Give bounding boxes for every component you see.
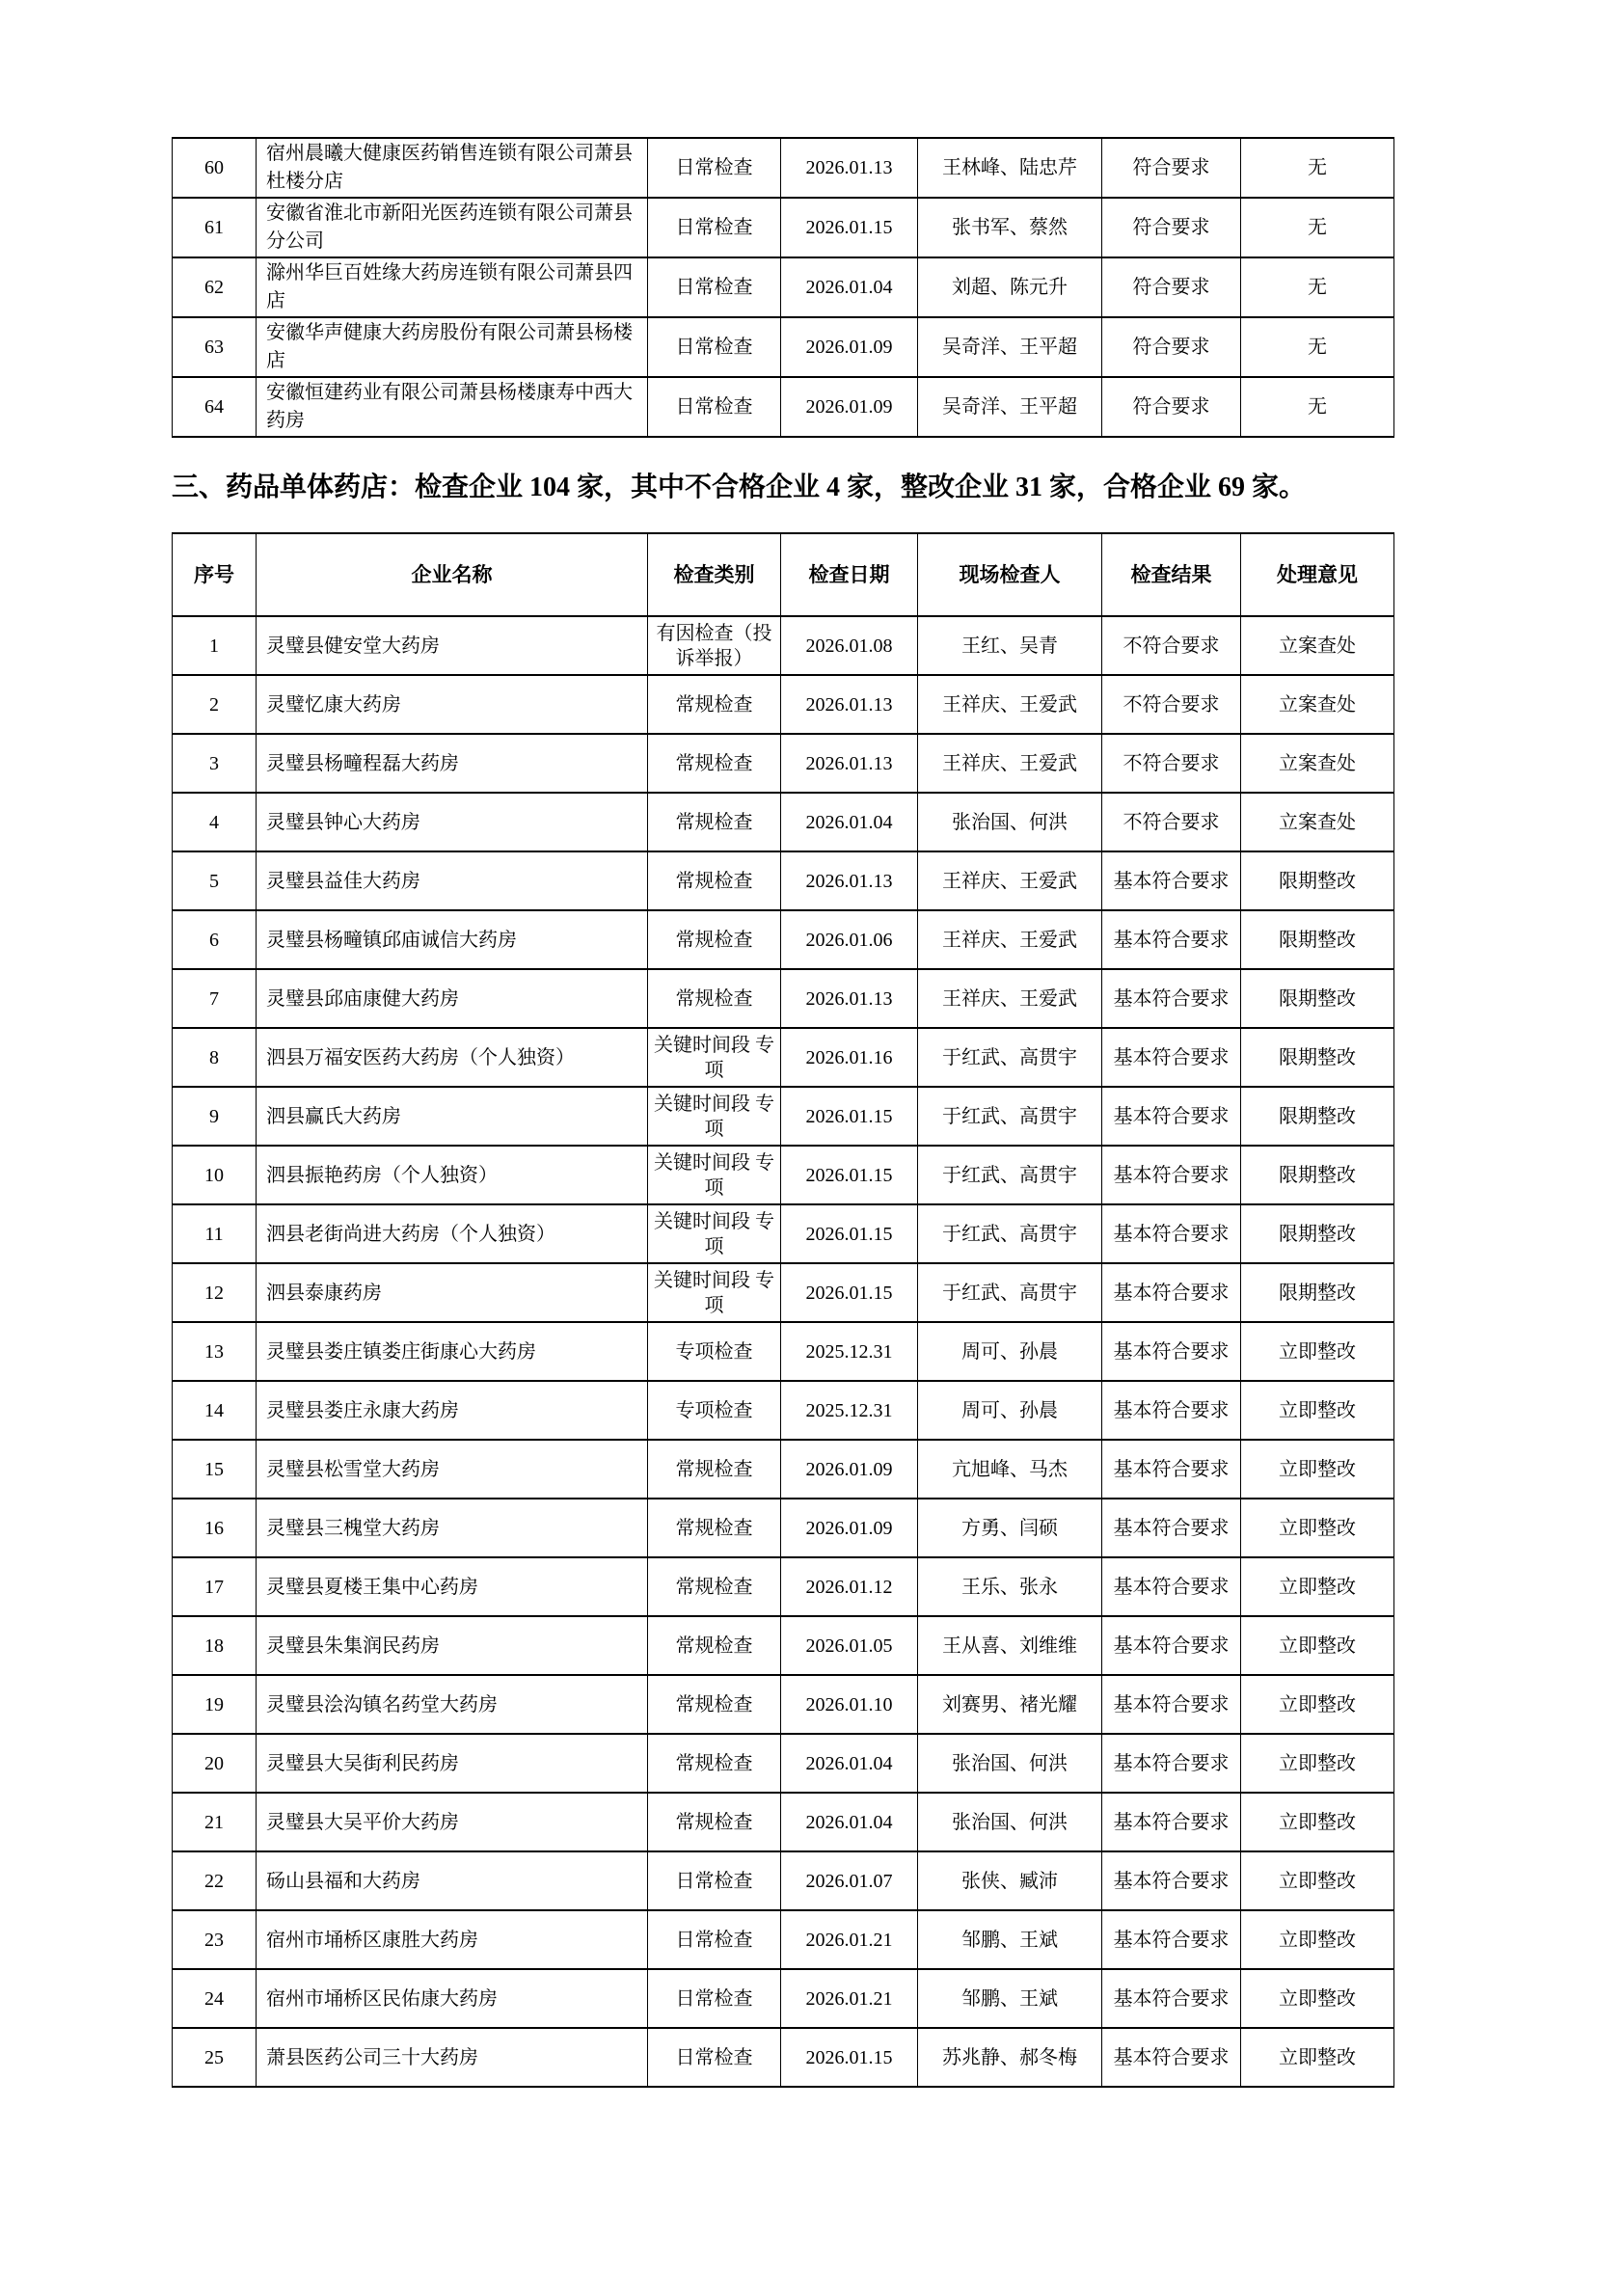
cell-inspectors: 于红武、高贯宇 [918, 1263, 1102, 1322]
cell-inspectors: 于红武、高贯宇 [918, 1146, 1102, 1204]
cell-action: 限期整改 [1241, 1146, 1394, 1204]
cell-type: 常规检查 [648, 851, 781, 910]
cell-inspectors: 邹鹏、王斌 [918, 1969, 1102, 2028]
cell-date: 2026.01.13 [781, 675, 918, 734]
cell-action: 无 [1241, 257, 1394, 317]
cell-no: 14 [173, 1381, 257, 1440]
chain-store-inspection-table-continued [172, 137, 1394, 438]
cell-no: 23 [173, 1910, 257, 1969]
cell-result: 不符合要求 [1102, 616, 1241, 675]
table-row [173, 1204, 1394, 1263]
col-header-inspectors: 现场检查人 [918, 533, 1102, 616]
table-row [173, 1322, 1394, 1381]
cell-action: 无 [1241, 317, 1394, 377]
cell-no: 17 [173, 1557, 257, 1616]
cell-result: 基本符合要求 [1102, 1969, 1241, 2028]
table-row [173, 138, 1394, 198]
cell-action: 限期整改 [1241, 1028, 1394, 1087]
cell-type: 日常检查 [648, 377, 781, 437]
cell-action: 限期整改 [1241, 910, 1394, 969]
cell-action: 立即整改 [1241, 1616, 1394, 1675]
cell-no: 9 [173, 1087, 257, 1146]
cell-no: 25 [173, 2028, 257, 2087]
table-row [173, 1263, 1394, 1322]
cell-type: 常规检查 [648, 1793, 781, 1851]
cell-inspectors: 于红武、高贯宇 [918, 1028, 1102, 1087]
cell-inspectors: 周可、孙晨 [918, 1381, 1102, 1440]
col-header-action: 处理意见 [1241, 533, 1394, 616]
cell-date: 2026.01.06 [781, 910, 918, 969]
cell-action: 无 [1241, 198, 1394, 257]
cell-result: 不符合要求 [1102, 793, 1241, 851]
cell-date: 2026.01.10 [781, 1675, 918, 1734]
cell-action: 立即整改 [1241, 1910, 1394, 1969]
cell-date: 2026.01.04 [781, 1734, 918, 1793]
cell-inspectors: 王林峰、陆忠芹 [918, 138, 1102, 198]
cell-type: 关键时间段 专项 [648, 1263, 781, 1322]
cell-result: 基本符合要求 [1102, 1851, 1241, 1910]
cell-date: 2025.12.31 [781, 1381, 918, 1440]
cell-inspectors: 刘赛男、褚光耀 [918, 1675, 1102, 1734]
table-row [173, 317, 1394, 377]
cell-date: 2026.01.13 [781, 734, 918, 793]
cell-no: 20 [173, 1734, 257, 1793]
cell-date: 2026.01.07 [781, 1851, 918, 1910]
col-header-seq: 序号 [173, 533, 257, 616]
cell-result: 基本符合要求 [1102, 1557, 1241, 1616]
cell-action: 立即整改 [1241, 1851, 1394, 1910]
cell-action: 限期整改 [1241, 969, 1394, 1028]
cell-inspectors: 张书军、蔡然 [918, 198, 1102, 257]
cell-inspectors: 吴奇洋、王平超 [918, 317, 1102, 377]
cell-type: 日常检查 [648, 317, 781, 377]
cell-type: 常规检查 [648, 1675, 781, 1734]
col-header-result: 检查结果 [1102, 533, 1241, 616]
cell-date: 2026.01.15 [781, 1087, 918, 1146]
cell-action: 限期整改 [1241, 1263, 1394, 1322]
table-row [173, 910, 1394, 969]
cell-type: 关键时间段 专项 [648, 1087, 781, 1146]
cell-name: 滁州华巨百姓缘大药房连锁有限公司萧县四店 [257, 257, 648, 317]
cell-inspectors: 于红武、高贯宇 [918, 1204, 1102, 1263]
cell-action: 立即整改 [1241, 1675, 1394, 1734]
cell-no: 1 [173, 616, 257, 675]
cell-result: 基本符合要求 [1102, 1087, 1241, 1146]
table-row [173, 1557, 1394, 1616]
cell-name: 灵璧县娄庄永康大药房 [257, 1381, 648, 1440]
cell-type: 常规检查 [648, 910, 781, 969]
cell-name: 萧县医药公司三十大药房 [257, 2028, 648, 2087]
cell-name: 灵璧县邱庙康健大药房 [257, 969, 648, 1028]
cell-no: 15 [173, 1440, 257, 1499]
cell-result: 基本符合要求 [1102, 1616, 1241, 1675]
cell-type: 日常检查 [648, 198, 781, 257]
cell-result: 基本符合要求 [1102, 1028, 1241, 1087]
cell-type: 常规检查 [648, 734, 781, 793]
cell-inspectors: 吴奇洋、王平超 [918, 377, 1102, 437]
cell-type: 常规检查 [648, 1499, 781, 1557]
table-row [173, 1087, 1394, 1146]
cell-action: 立即整改 [1241, 1440, 1394, 1499]
cell-name: 宿州晨曦大健康医药销售连锁有限公司萧县杜楼分店 [257, 138, 648, 198]
cell-type: 常规检查 [648, 675, 781, 734]
cell-action: 立案查处 [1241, 734, 1394, 793]
cell-action: 立案查处 [1241, 793, 1394, 851]
cell-date: 2026.01.08 [781, 616, 918, 675]
cell-type: 日常检查 [648, 257, 781, 317]
table-row [173, 2028, 1394, 2087]
cell-inspectors: 王祥庆、王爱武 [918, 969, 1102, 1028]
cell-result: 基本符合要求 [1102, 969, 1241, 1028]
cell-date: 2026.01.16 [781, 1028, 918, 1087]
cell-date: 2026.01.15 [781, 198, 918, 257]
section-heading: 三、药品单体药店：检查企业 104 家，其中不合格企业 4 家，整改企业 31 家，合格企业 69 家。 [172, 473, 1307, 502]
cell-date: 2026.01.15 [781, 1204, 918, 1263]
cell-no: 19 [173, 1675, 257, 1734]
cell-date: 2026.01.13 [781, 138, 918, 198]
cell-action: 无 [1241, 377, 1394, 437]
cell-date: 2026.01.21 [781, 1910, 918, 1969]
cell-no: 24 [173, 1969, 257, 2028]
cell-inspectors: 张侠、臧沛 [918, 1851, 1102, 1910]
header-row [173, 533, 1394, 616]
table-row [173, 969, 1394, 1028]
cell-type: 关键时间段 专项 [648, 1204, 781, 1263]
table-row [173, 257, 1394, 317]
cell-result: 基本符合要求 [1102, 1499, 1241, 1557]
cell-action: 立即整改 [1241, 1734, 1394, 1793]
single-pharmacy-table-body [173, 616, 1394, 2087]
cell-type: 常规检查 [648, 1440, 781, 1499]
cell-action: 立即整改 [1241, 1381, 1394, 1440]
cell-result: 基本符合要求 [1102, 1734, 1241, 1793]
cell-type: 日常检查 [648, 1969, 781, 2028]
cell-name: 宿州市埇桥区民佑康大药房 [257, 1969, 648, 2028]
cell-action: 限期整改 [1241, 1204, 1394, 1263]
cell-inspectors: 王红、吴青 [918, 616, 1102, 675]
cell-result: 基本符合要求 [1102, 1381, 1241, 1440]
cell-no: 7 [173, 969, 257, 1028]
cell-type: 专项检查 [648, 1381, 781, 1440]
cell-no: 5 [173, 851, 257, 910]
cell-result: 基本符合要求 [1102, 1440, 1241, 1499]
cell-no: 6 [173, 910, 257, 969]
cell-type: 专项检查 [648, 1322, 781, 1381]
cell-result: 符合要求 [1102, 317, 1241, 377]
cell-inspectors: 王从喜、刘维维 [918, 1616, 1102, 1675]
cell-inspectors: 王祥庆、王爱武 [918, 910, 1102, 969]
cell-inspectors: 张治国、何洪 [918, 1793, 1102, 1851]
cell-no: 63 [173, 317, 257, 377]
cell-no: 8 [173, 1028, 257, 1087]
cell-date: 2025.12.31 [781, 1322, 918, 1381]
cell-no: 64 [173, 377, 257, 437]
table-row [173, 675, 1394, 734]
table-row [173, 1616, 1394, 1675]
cell-inspectors: 王祥庆、王爱武 [918, 675, 1102, 734]
cell-no: 61 [173, 198, 257, 257]
chain-store-table-body [173, 138, 1394, 437]
cell-action: 立即整改 [1241, 1969, 1394, 2028]
cell-action: 限期整改 [1241, 851, 1394, 910]
cell-name: 灵璧县娄庄镇娄庄街康心大药房 [257, 1322, 648, 1381]
cell-date: 2026.01.15 [781, 1263, 918, 1322]
cell-action: 立即整改 [1241, 2028, 1394, 2087]
cell-name: 宿州市埇桥区康胜大药房 [257, 1910, 648, 1969]
cell-inspectors: 王祥庆、王爱武 [918, 734, 1102, 793]
cell-result: 不符合要求 [1102, 734, 1241, 793]
cell-no: 18 [173, 1616, 257, 1675]
cell-name: 灵璧县朱集润民药房 [257, 1616, 648, 1675]
cell-no: 60 [173, 138, 257, 198]
col-header-type: 检查类别 [648, 533, 781, 616]
cell-result: 不符合要求 [1102, 675, 1241, 734]
table-row [173, 1851, 1394, 1910]
cell-result: 基本符合要求 [1102, 1910, 1241, 1969]
cell-result: 基本符合要求 [1102, 1204, 1241, 1263]
cell-inspectors: 方勇、闫硕 [918, 1499, 1102, 1557]
cell-inspectors: 张治国、何洪 [918, 793, 1102, 851]
cell-result: 符合要求 [1102, 257, 1241, 317]
cell-name: 泗县泰康药房 [257, 1263, 648, 1322]
cell-result: 基本符合要求 [1102, 1146, 1241, 1204]
table-row [173, 1381, 1394, 1440]
cell-no: 22 [173, 1851, 257, 1910]
cell-date: 2026.01.09 [781, 1440, 918, 1499]
cell-no: 3 [173, 734, 257, 793]
cell-name: 砀山县福和大药房 [257, 1851, 648, 1910]
cell-name: 安徽恒建药业有限公司萧县杨楼康寿中西大药房 [257, 377, 648, 437]
cell-name: 灵璧县益佳大药房 [257, 851, 648, 910]
cell-inspectors: 周可、孙晨 [918, 1322, 1102, 1381]
cell-inspectors: 刘超、陈元升 [918, 257, 1102, 317]
cell-name: 灵璧县松雪堂大药房 [257, 1440, 648, 1499]
table-row [173, 1734, 1394, 1793]
cell-action: 限期整改 [1241, 1087, 1394, 1146]
table-row [173, 1675, 1394, 1734]
cell-date: 2026.01.21 [781, 1969, 918, 2028]
cell-action: 立即整改 [1241, 1793, 1394, 1851]
cell-type: 常规检查 [648, 1616, 781, 1675]
cell-type: 日常检查 [648, 2028, 781, 2087]
cell-name: 灵璧忆康大药房 [257, 675, 648, 734]
cell-date: 2026.01.13 [781, 851, 918, 910]
cell-date: 2026.01.12 [781, 1557, 918, 1616]
cell-no: 10 [173, 1146, 257, 1204]
table-row [173, 1499, 1394, 1557]
cell-name: 泗县赢氏大药房 [257, 1087, 648, 1146]
cell-no: 62 [173, 257, 257, 317]
cell-result: 基本符合要求 [1102, 2028, 1241, 2087]
table-row [173, 1440, 1394, 1499]
cell-date: 2026.01.09 [781, 317, 918, 377]
cell-date: 2026.01.04 [781, 793, 918, 851]
table-row [173, 616, 1394, 675]
cell-no: 13 [173, 1322, 257, 1381]
table-row [173, 1910, 1394, 1969]
cell-result: 基本符合要求 [1102, 1675, 1241, 1734]
table-row [173, 734, 1394, 793]
table-row [173, 851, 1394, 910]
col-header-name: 企业名称 [257, 533, 648, 616]
cell-name: 灵璧县杨疃程磊大药房 [257, 734, 648, 793]
table-row [173, 377, 1394, 437]
cell-type: 常规检查 [648, 1734, 781, 1793]
cell-name: 泗县万福安医药大药房（个人独资） [257, 1028, 648, 1087]
cell-no: 4 [173, 793, 257, 851]
cell-action: 立案查处 [1241, 616, 1394, 675]
table-row [173, 1969, 1394, 2028]
cell-inspectors: 亢旭峰、马杰 [918, 1440, 1102, 1499]
cell-date: 2026.01.13 [781, 969, 918, 1028]
cell-action: 无 [1241, 138, 1394, 198]
cell-result: 符合要求 [1102, 377, 1241, 437]
cell-date: 2026.01.15 [781, 1146, 918, 1204]
table-row [173, 1028, 1394, 1087]
cell-type: 常规检查 [648, 969, 781, 1028]
cell-result: 基本符合要求 [1102, 1322, 1241, 1381]
cell-type: 关键时间段 专项 [648, 1028, 781, 1087]
cell-no: 21 [173, 1793, 257, 1851]
cell-name: 灵璧县杨疃镇邱庙诚信大药房 [257, 910, 648, 969]
cell-type: 日常检查 [648, 138, 781, 198]
table-row [173, 1146, 1394, 1204]
cell-inspectors: 张治国、何洪 [918, 1734, 1102, 1793]
cell-name: 灵璧县大吴平价大药房 [257, 1793, 648, 1851]
cell-type: 关键时间段 专项 [648, 1146, 781, 1204]
single-pharmacy-inspection-table [172, 532, 1394, 2088]
cell-result: 符合要求 [1102, 198, 1241, 257]
cell-date: 2026.01.04 [781, 257, 918, 317]
cell-inspectors: 邹鹏、王斌 [918, 1910, 1102, 1969]
cell-action: 立即整改 [1241, 1499, 1394, 1557]
cell-action: 立案查处 [1241, 675, 1394, 734]
cell-date: 2026.01.09 [781, 377, 918, 437]
cell-type: 常规检查 [648, 793, 781, 851]
cell-inspectors: 王乐、张永 [918, 1557, 1102, 1616]
cell-no: 16 [173, 1499, 257, 1557]
table-row [173, 793, 1394, 851]
cell-result: 基本符合要求 [1102, 1793, 1241, 1851]
cell-name: 安徽省淮北市新阳光医药连锁有限公司萧县分公司 [257, 198, 648, 257]
cell-inspectors: 于红武、高贯宇 [918, 1087, 1102, 1146]
cell-name: 灵璧县大吴街利民药房 [257, 1734, 648, 1793]
cell-result: 符合要求 [1102, 138, 1241, 198]
table-row [173, 1793, 1394, 1851]
cell-date: 2026.01.04 [781, 1793, 918, 1851]
cell-name: 灵璧县浍沟镇名药堂大药房 [257, 1675, 648, 1734]
cell-type: 常规检查 [648, 1557, 781, 1616]
cell-no: 2 [173, 675, 257, 734]
cell-name: 灵璧县钟心大药房 [257, 793, 648, 851]
cell-name: 灵璧县夏楼王集中心药房 [257, 1557, 648, 1616]
cell-result: 基本符合要求 [1102, 1263, 1241, 1322]
cell-inspectors: 苏兆静、郝冬梅 [918, 2028, 1102, 2087]
cell-result: 基本符合要求 [1102, 851, 1241, 910]
cell-type: 有因检查（投诉举报） [648, 616, 781, 675]
cell-date: 2026.01.09 [781, 1499, 918, 1557]
cell-no: 12 [173, 1263, 257, 1322]
cell-name: 泗县振艳药房（个人独资） [257, 1146, 648, 1204]
cell-no: 11 [173, 1204, 257, 1263]
cell-name: 泗县老街尚进大药房（个人独资） [257, 1204, 648, 1263]
cell-name: 灵璧县三槐堂大药房 [257, 1499, 648, 1557]
cell-inspectors: 王祥庆、王爱武 [918, 851, 1102, 910]
cell-name: 灵璧县健安堂大药房 [257, 616, 648, 675]
cell-action: 立即整改 [1241, 1322, 1394, 1381]
col-header-date: 检查日期 [781, 533, 918, 616]
cell-date: 2026.01.05 [781, 1616, 918, 1675]
cell-result: 基本符合要求 [1102, 910, 1241, 969]
cell-type: 日常检查 [648, 1851, 781, 1910]
cell-action: 立即整改 [1241, 1557, 1394, 1616]
cell-name: 安徽华声健康大药房股份有限公司萧县杨楼店 [257, 317, 648, 377]
table-row [173, 198, 1394, 257]
cell-type: 日常检查 [648, 1910, 781, 1969]
cell-date: 2026.01.15 [781, 2028, 918, 2087]
